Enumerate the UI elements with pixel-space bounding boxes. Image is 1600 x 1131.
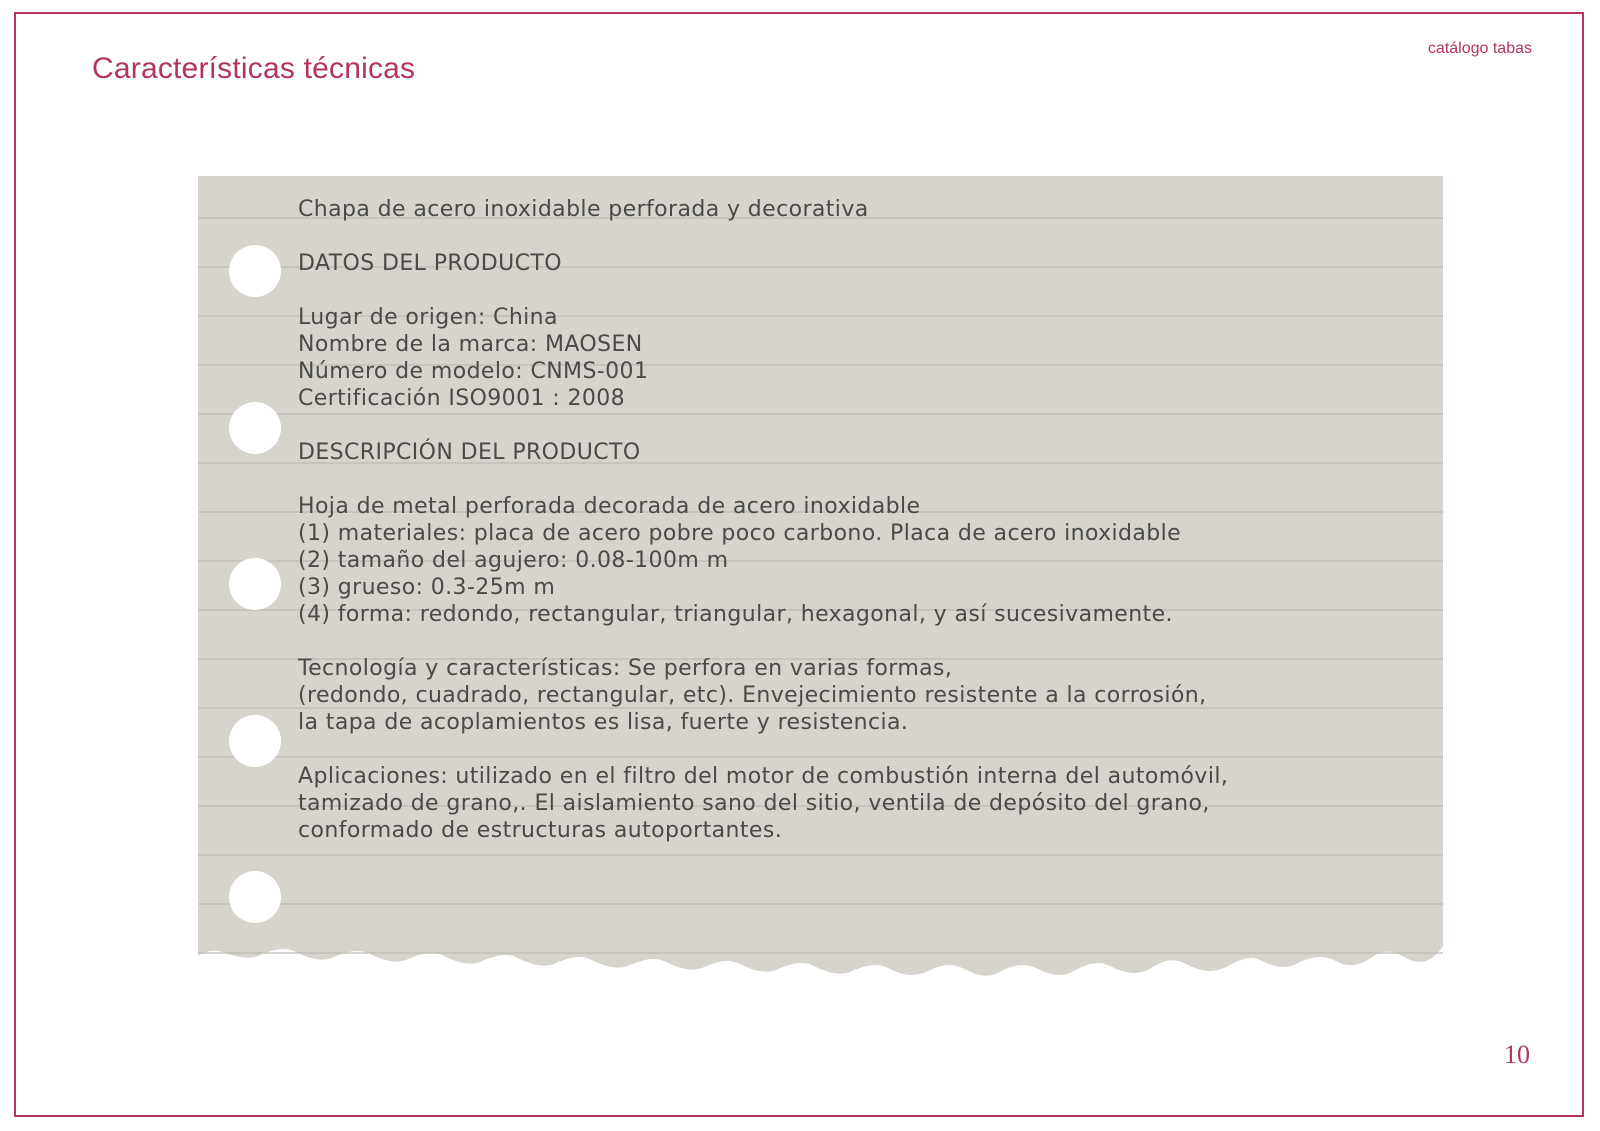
description-line: (1) materiales: placa de acero pobre poco carbono. Placa de acero inoxidable [298,521,1182,546]
description-line: (3) grueso: 0.3-25m m [298,575,556,600]
binder-hole [229,245,281,297]
description-line: Hoja de metal perforada decorada de acero inoxidable [298,494,921,519]
binder-hole [229,558,281,610]
section-title-description: DESCRIPCIÓN DEL PRODUCTO [298,440,641,465]
applications-line: conformado de estructuras autoportantes. [298,818,783,843]
applications-line: tamizado de grano,. El aislamiento sano del sitio, ventila de depósito del grano, [298,791,1210,816]
applications-line: Aplicaciones: utilizado en el filtro del motor de combustión interna del automóvil, [298,764,1229,789]
technology-line: Tecnología y características: Se perfora en varias formas, [298,656,953,681]
product-certification: Certificación ISO9001 : 2008 [298,386,626,411]
page-number: 10 [1504,1040,1530,1069]
binder-hole [229,715,281,767]
catalog-label: catálogo tabas [1427,40,1532,57]
description-line: (2) tamaño del agujero: 0.08-100m m [298,548,729,573]
section-title-product-data: DATOS DEL PRODUCTO [298,251,562,276]
note-content [298,196,1428,844]
product-origin: Lugar de origen: China [298,305,558,330]
note-heading: Chapa de acero inoxidable perforada y decorativa [298,197,869,222]
product-model: Número de modelo: CNMS-001 [298,359,649,384]
notebook-sheet [198,176,1443,1004]
product-brand: Nombre de la marca: MAOSEN [298,332,643,357]
binder-hole [229,402,281,454]
page-title: Características técnicas [92,52,416,85]
technology-line: la tapa de acoplamientos es lisa, fuerte y resistencia. [298,710,909,735]
binder-hole [229,871,281,923]
description-line: (4) forma: redondo, rectangular, triangular, hexagonal, y así sucesivamente. [298,602,1173,627]
technology-line: (redondo, cuadrado, rectangular, etc). Envejecimiento resistente a la corrosión, [298,683,1207,708]
